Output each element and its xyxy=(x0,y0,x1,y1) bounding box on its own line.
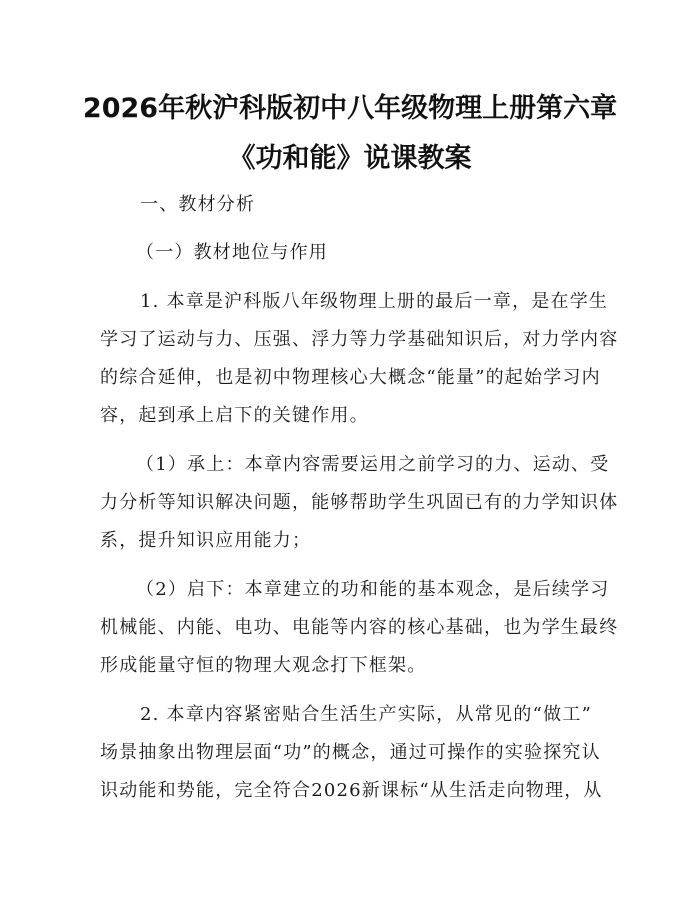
paragraph-2-line-1: （1）承上：本章内容需要运用之前学习的力、运动、受 xyxy=(136,454,610,475)
paragraph-1-line-3: 的综合延伸，也是初中物理核心大概念“能量”的起始学习内 xyxy=(100,367,601,388)
subsection-heading-status-role: （一）教材地位与作用 xyxy=(136,242,328,263)
document-title-line-1: 2026年秋沪科版初中八年级物理上册第六章 xyxy=(82,93,618,124)
paragraph-3-line-1: （2）启下：本章建立的功和能的基本观念，是后续学习 xyxy=(136,579,610,600)
paragraph-1-line-2: 学习了运动与力、压强、浮力等力学基础知识后，对力学内容 xyxy=(100,329,619,350)
paragraph-2-line-2: 力分析等知识解决问题，能够帮助学生巩固已有的力学知识体 xyxy=(100,492,619,513)
paragraph-4-line-3: 识动能和势能，完全符合2026新课标“从生活走向物理，从 xyxy=(100,780,603,801)
paragraph-1-line-4: 容，起到承上启下的关键作用。 xyxy=(100,405,369,426)
paragraph-4-line-2: 场景抽象出物理层面“功”的概念，通过可操作的实验探究认 xyxy=(100,742,601,763)
section-heading-textbook-analysis: 一、教材分析 xyxy=(140,194,256,215)
paragraph-2-line-3: 系，提升知识应用能力； xyxy=(100,530,312,551)
document-title-line-2: 《功和能》说课教案 xyxy=(228,143,472,174)
paragraph-1-line-1: 1. 本章是沪科版八年级物理上册的最后一章，是在学生 xyxy=(140,291,609,312)
paragraph-4-line-1: 2. 本章内容紧密贴合生活生产实际，从常见的“做工” xyxy=(140,704,592,725)
paragraph-3-line-2: 机械能、内能、电功、电能等内容的核心基础，也为学生最终 xyxy=(100,617,619,638)
paragraph-3-line-3: 形成能量守恒的物理大观念打下框架。 xyxy=(100,655,427,676)
